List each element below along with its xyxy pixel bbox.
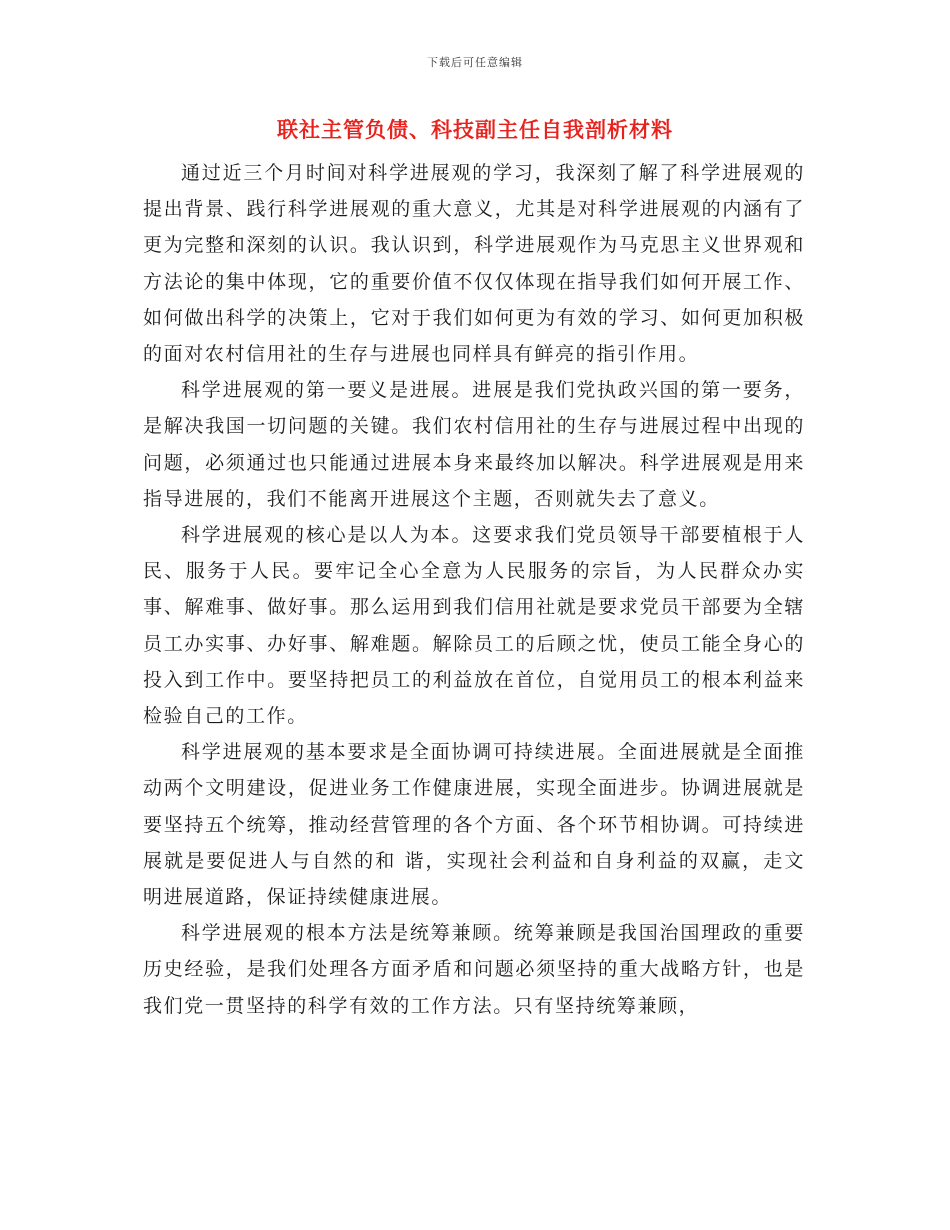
paragraph: 通过近三个月时间对科学进展观的学习，我深刻了解了科学进展观的提出背景、践行科学进展观的重大意义，尤其是对科学进展观的内涵有了更为完整和深刻的认识。我认识到，科学进展观作为马克思主义世界观和方法论的集中体现，它的重要价值不仅仅体现在指导我们如何开展工作、如何做出科学的决策上，它对于我们如何更为有效的学习、如何更加积极的面对农村信用社的生存与进展也同样具有鲜亮的指引作用。 xyxy=(143,162,805,366)
document-title: 联社主管负债、科技副主任自我剖析材料 xyxy=(277,117,673,142)
paragraph: 科学进展观的基本要求是全面协调可持续进展。全面进展就是全面推动两个文明建设，促进业务工作健康进展，实现全面进步。协调进展就是要坚持五个统筹，推动经营管理的各个方面、各个环节相协调。可持续进展就是要促进人与自然的和 谐，实现社会利益和自身利益的双赢，走文明进展道路，保证持续健康进展。 xyxy=(143,741,805,909)
document-body xyxy=(143,155,805,1024)
paragraph: 科学进展观的核心是以人为本。这要求我们党员领导干部要植根于人民、服务于人民。要牢记全心全意为人民服务的宗旨，为人民群众办实事、解难事、做好事。那么运用到我们信用社就是要求党员干部要为全辖员工办实事、办好事、解难题。解除员工的后顾之忧，使员工能全身心的投入到工作中。要坚持把员工的利益放在首位，自觉用员工的根本利益来检验自己的工作。 xyxy=(143,524,805,728)
paragraph: 科学进展观的根本方法是统筹兼顾。统筹兼顾是我国治国理政的重要历史经验，是我们处理各方面矛盾和问题必须坚持的重大战略方针，也是我们党一贯坚持的科学有效的工作方法。只有坚持统筹兼顾， xyxy=(143,922,805,1017)
paragraph: 科学进展观的第一要义是进展。进展是我们党执政兴国的第一要务，是解决我国一切问题的关键。我们农村信用社的生存与进展过程中出现的问题，必须通过也只能通过进展本身来最终加以解决。科学进展观是用来指导进展的，我们不能离开进展这个主题，否则就失去了意义。 xyxy=(143,379,805,510)
header-note: 下载后可任意编辑 xyxy=(427,56,523,69)
